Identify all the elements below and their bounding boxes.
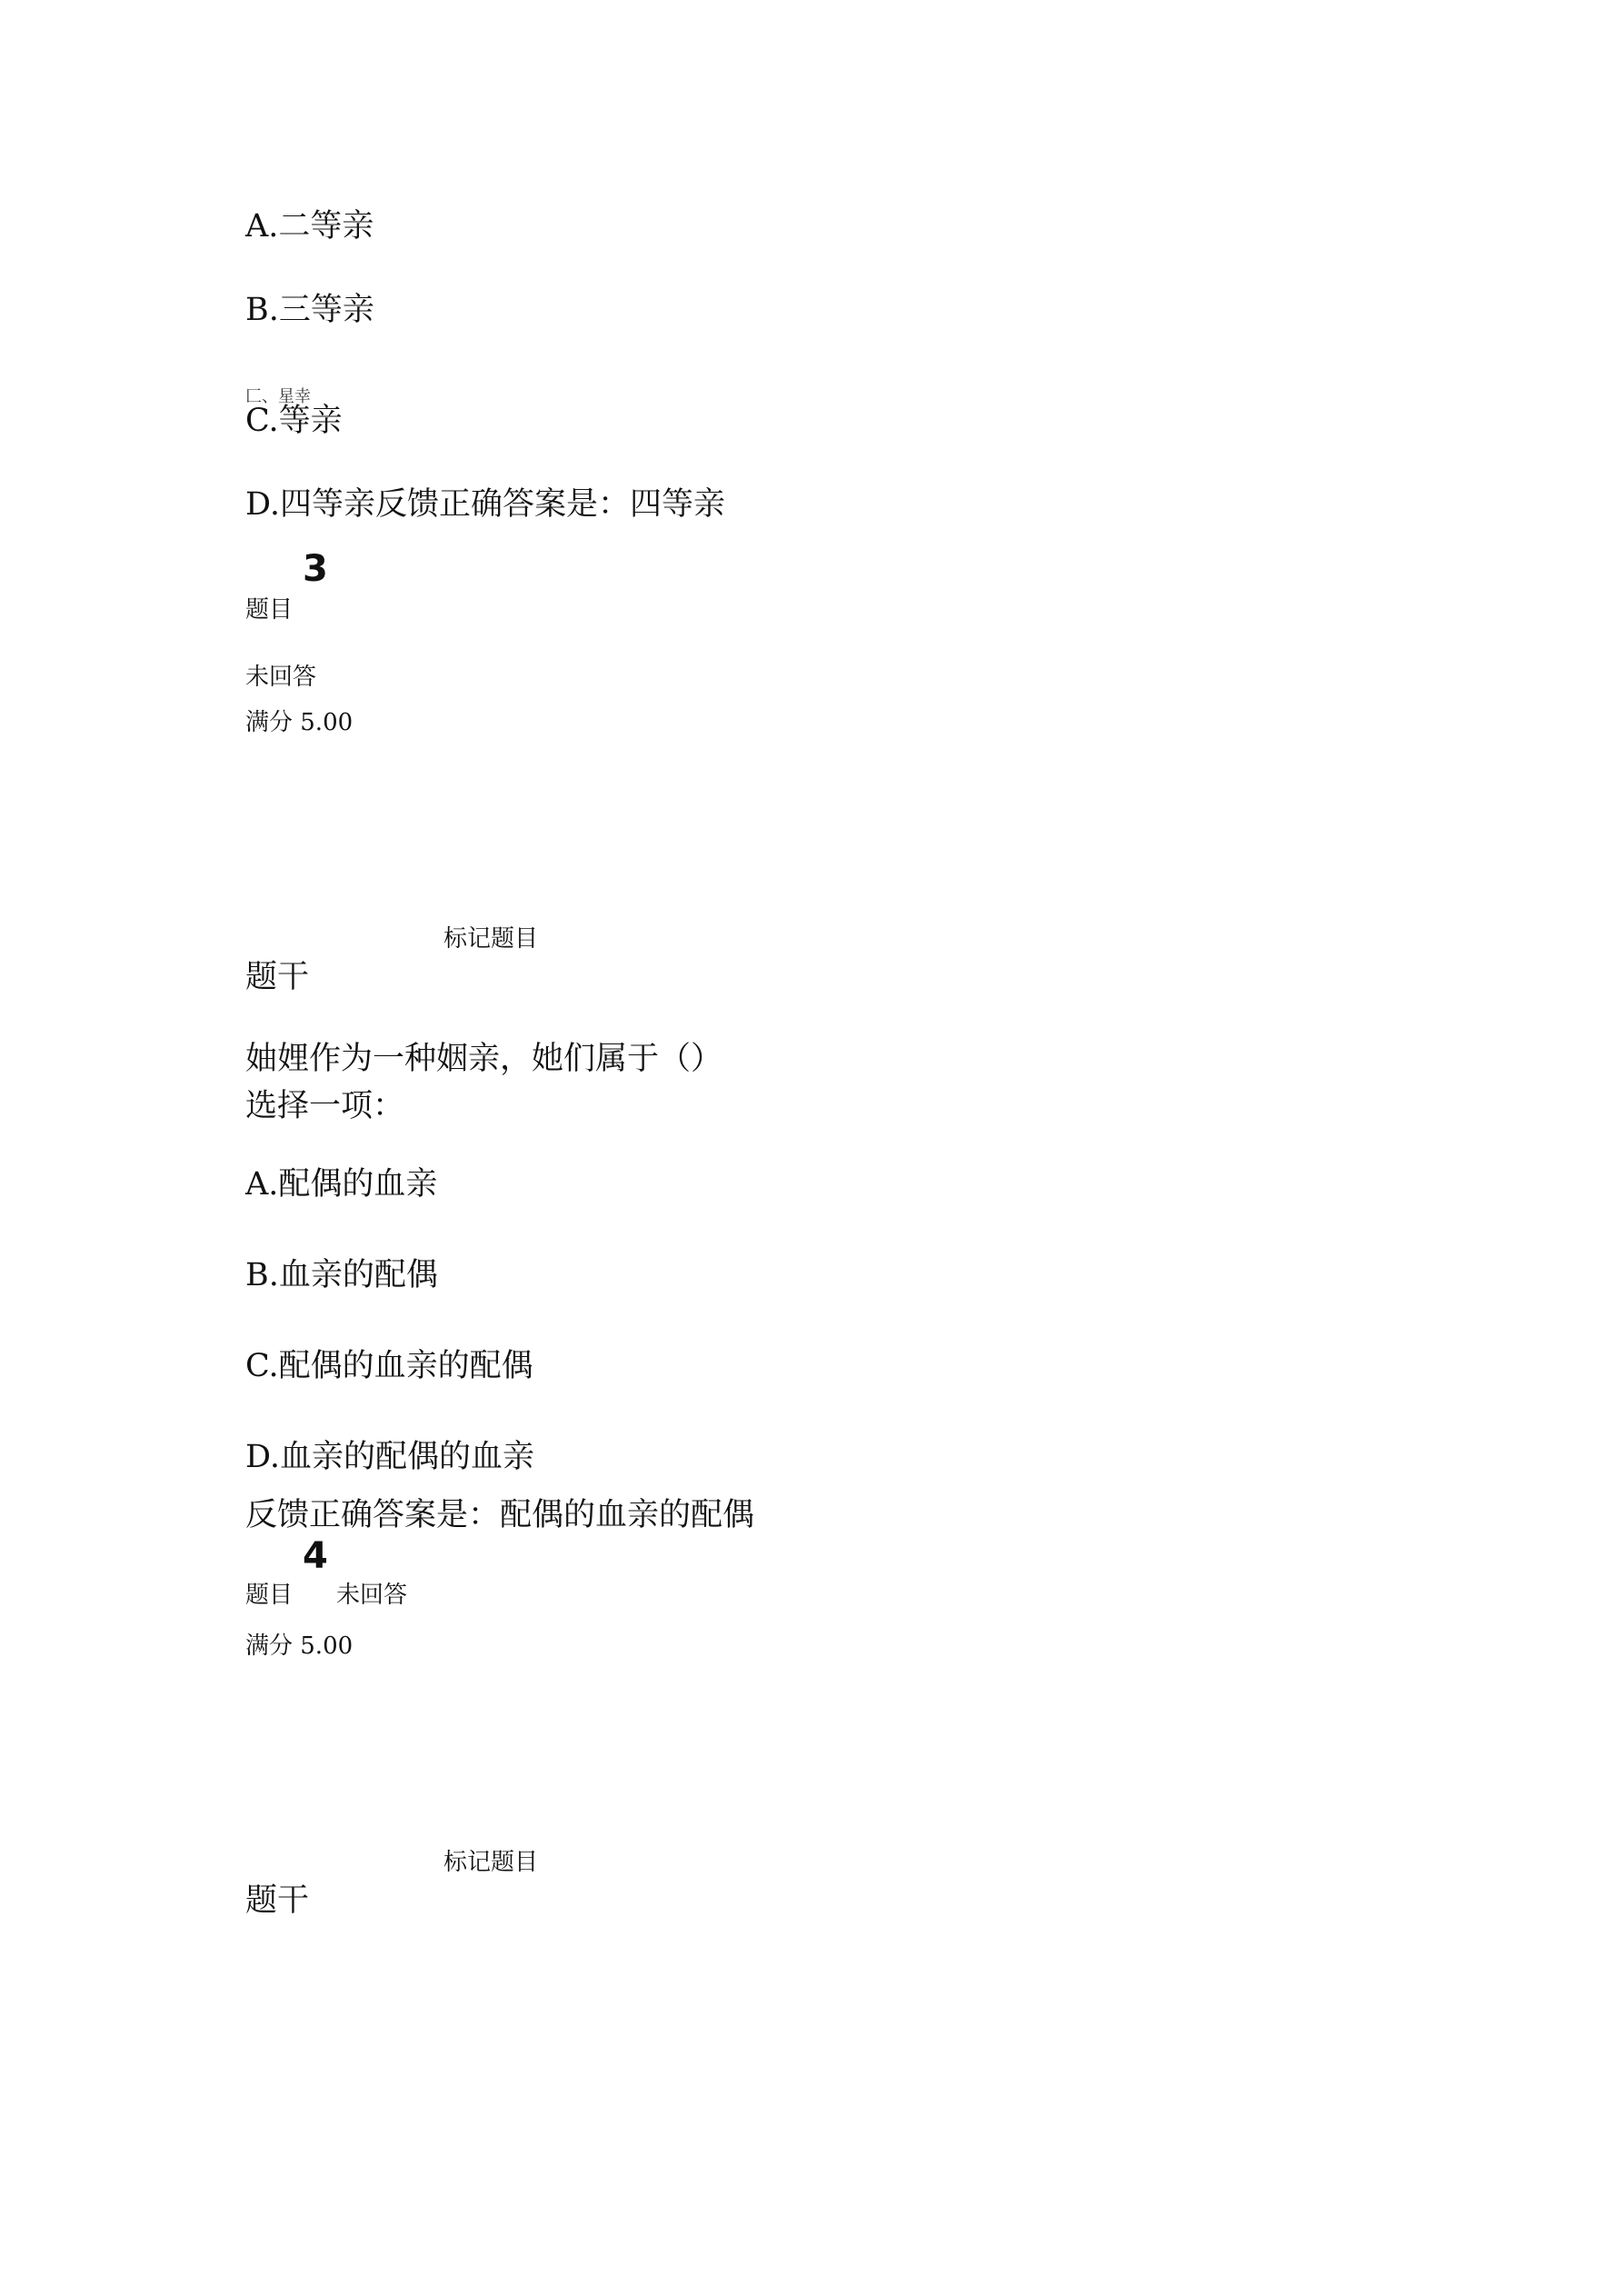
q2-option-d[interactable]: D.四等亲反馈正确答案是：四等亲	[245, 486, 725, 523]
q3-feedback: 反馈正确答案是：配偶的血亲的配偶	[245, 1497, 755, 1533]
q4-score: 满分 5.00	[245, 1632, 354, 1660]
q3-score: 满分 5.00	[245, 709, 354, 736]
q4-flag-question[interactable]: 标记题目	[443, 1849, 539, 1876]
q3-option-b[interactable]: B.血亲的配偶	[245, 1257, 438, 1293]
q3-flag-question[interactable]: 标记题目	[443, 925, 539, 953]
q3-number: 3	[303, 548, 328, 590]
q3-label: 题目	[245, 596, 294, 624]
q2-option-a[interactable]: A.二等亲	[245, 208, 374, 245]
q4-number: 4	[303, 1535, 328, 1577]
q2-ocr-fragment: 匚、星幸	[245, 387, 311, 406]
q3-option-a[interactable]: A.配偶的血亲	[245, 1166, 438, 1203]
q4-status: 未回答	[336, 1582, 408, 1609]
q3-status: 未回答	[245, 664, 317, 691]
q3-question-text: 妯娌作为一种姻亲，她们属于（）	[245, 1041, 723, 1077]
q4-stem-label: 题干	[245, 1882, 310, 1919]
q3-option-c[interactable]: C.配偶的血亲的配偶	[245, 1348, 533, 1384]
q2-option-c[interactable]: C.等亲	[245, 403, 343, 439]
q3-instruction: 选择一项：	[245, 1088, 405, 1124]
q3-stem-label: 题干	[245, 959, 310, 995]
q3-option-d[interactable]: D.血亲的配偶的血亲	[245, 1439, 534, 1475]
q2-option-b[interactable]: B.三等亲	[245, 292, 374, 328]
q4-label: 题目	[245, 1582, 294, 1609]
